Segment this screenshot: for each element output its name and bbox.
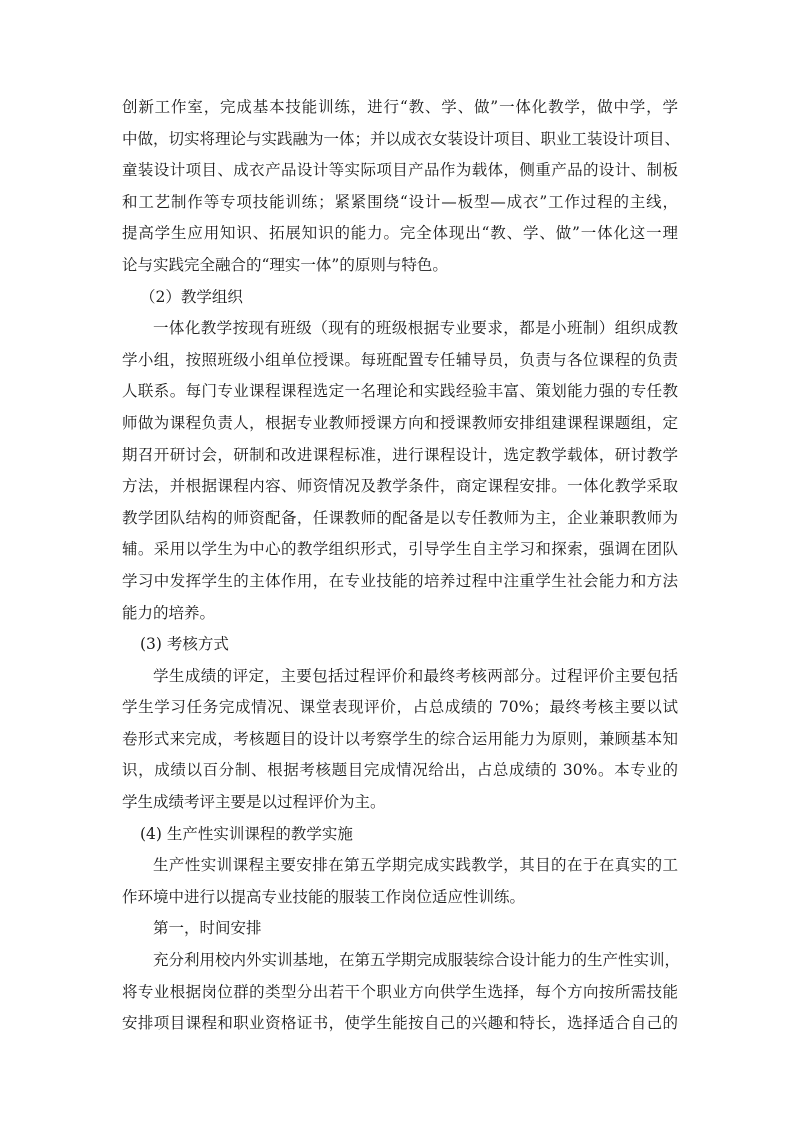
text-line: 一体化教学按现有班级（现有的班级根据专业要求，都是小班制）组织成教 (153, 319, 678, 338)
text-line: 学习中发挥学生的主体作用，在专业技能的培养过程中注重学生社会能力和方法 (122, 571, 678, 590)
paragraph-assessment (122, 661, 678, 819)
text-line: 能力的培养。 (122, 603, 216, 622)
text-line: 安排项目课程和职业资格证书，使学生能按自己的兴趣和特长，选择适合自己的 (122, 1014, 678, 1033)
text-line: 中做，切实将理论与实践融为一体；并以成衣女装设计项目、职业工装设计项目、 (122, 129, 681, 148)
text-line: 作环境中进行以提高专业技能的服装工作岗位适应性训练。 (122, 887, 526, 906)
paragraph-intro-continued (122, 92, 681, 282)
text-line: 充分利用校内外实训基地，在第五学期完成服装综合设计能力的生产性实训， (153, 951, 681, 970)
paragraph-time-arrangement (122, 945, 681, 1040)
text-line: 辅。采用以学生为中心的教学组织形式，引导学生自主学习和探索，强调在团队 (122, 540, 678, 559)
text-line: 卷形式来完成，考核题目的设计以考察学生的综合运用能力为原则，兼顾基本知 (122, 729, 678, 748)
text-line: 生产性实训课程主要安排在第五学期完成实践教学，其目的在于在真实的工 (153, 856, 678, 875)
section-heading-assessment: (3) 考核方式 (140, 635, 229, 654)
text-line: 和工艺制作等专项技能训练；紧紧围绕“设计—板型—成衣”工作过程的主线， (122, 192, 678, 211)
text-line: 童装设计项目、成衣产品设计等实际项目产品作为载体，侧重产品的设计、制板 (122, 161, 678, 180)
text-line: 识，成绩以百分制、根据考核题目完成情况给出，占总成绩的 30%。本专业的 (122, 761, 678, 780)
text-line: 期召开研讨会，研制和改进课程标准，进行课程设计，选定教学载体，研讨教学 (122, 445, 678, 464)
section-heading-time-arrangement: 第一，时间安排 (153, 919, 262, 938)
text-line: 提高学生应用知识、拓展知识的能力。完全体现出“教、学、做”一体化这一理 (122, 224, 678, 243)
text-line: 人联系。每门专业课程课程选定一名理论和实践经验丰富、策划能力强的专任教 (122, 382, 678, 401)
text-line: 论与实践完全融合的“理实一体”的原则与特色。 (122, 255, 448, 274)
text-line: 将专业根据岗位群的类型分出若干个职业方向供学生选择，每个方向按所需技能 (122, 982, 678, 1001)
text-line: 创新工作室，完成基本技能训练，进行“教、学、做”一体化教学，做中学，学 (122, 98, 678, 116)
text-line: 方法，并根据课程内容、师资情况及教学条件，商定课程安排。一体化教学采取 (122, 477, 678, 496)
text-line: 教学团队结构的师资配备，任课教师的配备是以专任教师为主，企业兼职教师为 (122, 508, 678, 527)
text-line: 学生成绩考评主要是以过程评价为主。 (122, 793, 386, 812)
text-line: 学小组，按照班级小组单位授课。每班配置专任辅导员，负责与各位课程的负责 (122, 350, 678, 369)
paragraph-teaching-organization (122, 313, 678, 629)
paragraph-practical-training (122, 850, 678, 913)
text-line: 学生成绩的评定，主要包括过程评价和最终考核两部分。过程评价主要包括 (153, 666, 678, 685)
section-heading-teaching-organization: （2）教学组织 (140, 287, 243, 306)
section-heading-practical-training: (4) 生产性实训课程的教学实施 (140, 824, 353, 843)
document-body (122, 92, 681, 1040)
text-line: 师做为课程负责人，根据专业教师授课方向和授课教师安排组建课程课题组，定 (122, 413, 678, 432)
text-line: 学生学习任务完成情况、课堂表现评价，占总成绩的 70%；最终考核主要以试 (122, 698, 678, 717)
